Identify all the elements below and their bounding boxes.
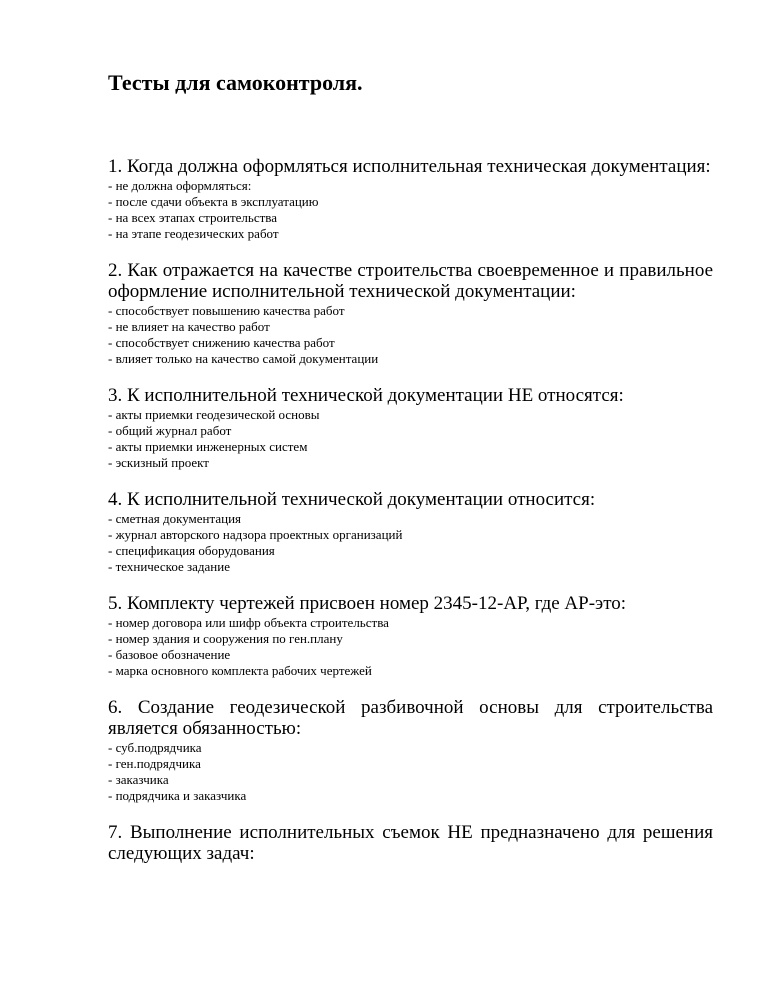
answer-option: - влияет только на качество самой документации (108, 351, 379, 366)
answer-option: - номер договора или шифр объекта строительства (108, 615, 389, 630)
answer-option: - после сдачи объекта в эксплуатацию (108, 194, 319, 209)
question-7 (108, 822, 713, 864)
answer-option: - спецификация оборудования (108, 543, 275, 558)
answer-option: - журнал авторского надзора проектных организаций (108, 527, 403, 542)
question-1 (108, 156, 713, 242)
question-4 (108, 489, 713, 575)
answer-option: - общий журнал работ (108, 423, 232, 438)
question-2 (108, 260, 713, 367)
question-text: 6. Создание геодезической разбивочной основы для строительства является обязанностью: (108, 697, 713, 739)
question-5 (108, 593, 713, 679)
answer-option: - способствует повышению качества работ (108, 303, 345, 318)
question-6 (108, 697, 713, 804)
answer-option: - суб.подрядчика (108, 740, 202, 755)
answer-option: - базовое обозначение (108, 647, 231, 662)
answer-option: - подрядчика и заказчика (108, 788, 247, 803)
question-text: 4. К исполнительной технической документации относится: (108, 489, 596, 510)
answer-option: - эскизный проект (108, 455, 209, 470)
answer-list (108, 178, 713, 242)
answer-option: - заказчика (108, 772, 169, 787)
question-text: 1. Когда должна оформляться исполнительная техническая документация: (108, 156, 711, 177)
answer-option: - на этапе геодезических работ (108, 226, 279, 241)
answer-option: - способствует снижению качества работ (108, 335, 335, 350)
answer-option: - техническое задание (108, 559, 230, 574)
answer-option: - сметная документация (108, 511, 242, 526)
question-text: 2. Как отражается на качестве строительства своевременное и правильное оформление исполнительной технической документации: (108, 260, 713, 302)
question-3 (108, 385, 713, 471)
answer-option: - не должна оформляться: (108, 178, 252, 193)
answer-list (108, 740, 713, 804)
answer-option: - не влияет на качество работ (108, 319, 270, 334)
answer-option: - акты приемки инженерных систем (108, 439, 308, 454)
answer-list (108, 303, 713, 367)
question-text: 5. Комплекту чертежей присвоен номер 2345-12-АР, где АР-это: (108, 593, 627, 614)
answer-list (108, 511, 713, 575)
question-text: 7. Выполнение исполнительных съемок НЕ предназначено для решения следующих задач: (108, 822, 713, 864)
answer-option: - ген.подрядчика (108, 756, 201, 771)
answer-option: - номер здания и сооружения по ген.плану (108, 631, 343, 646)
answer-option: - марка основного комплекта рабочих чертежей (108, 663, 372, 678)
answer-list (108, 615, 713, 679)
question-list (108, 156, 713, 882)
answer-list (108, 407, 713, 471)
page-title: Тесты для самоконтроля. (108, 70, 363, 95)
answer-option: - акты приемки геодезической основы (108, 407, 320, 422)
answer-option: - на всех этапах строительства (108, 210, 278, 225)
question-text: 3. К исполнительной технической документации НЕ относятся: (108, 385, 624, 406)
